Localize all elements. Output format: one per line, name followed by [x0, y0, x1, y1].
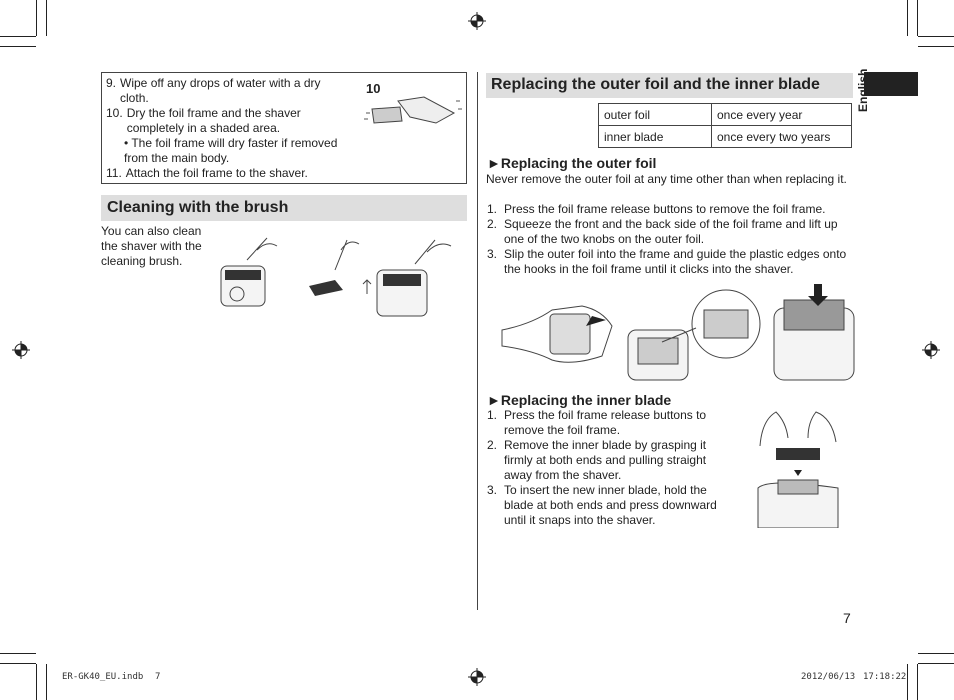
step-11: 11. Attach the foil frame to the shaver.	[106, 166, 308, 180]
drying-steps-box	[101, 72, 467, 184]
replacement-table	[598, 103, 852, 148]
list-item: 2. Remove the inner blade by grasping it firmly at both ends and pulling straight away from the shaver.	[487, 438, 707, 482]
list-item: 1. Press the foil frame release buttons to remove the foil frame.	[487, 202, 826, 216]
replace-heading: Replacing the outer foil and the inner blade	[486, 73, 853, 98]
inner-blade-steps	[487, 408, 725, 528]
list-item: 3. To insert the new inner blade, hold the blade at both ends and press downward until it snaps into the shaver.	[487, 483, 717, 527]
crop-mark	[0, 46, 36, 47]
figure-label: 10	[366, 81, 381, 96]
step-9: 9. Wipe off any drops of water with a dry cloth.	[106, 76, 321, 105]
language-tab-marker	[864, 72, 918, 96]
list-item: 2. Squeeze the front and the back side of the foil frame and lift up one of the two knobs on the outer foil.	[487, 217, 838, 246]
column-divider	[477, 72, 478, 610]
table-cell: inner blade	[599, 126, 712, 148]
footer-date: 2012/06/13	[801, 672, 856, 682]
crop-mark	[46, 0, 47, 36]
crop-mark	[0, 36, 36, 37]
crop-mark	[918, 663, 954, 664]
crop-mark	[0, 653, 36, 654]
outer-foil-intro: Never remove the outer foil at any time other than when replacing it.	[486, 172, 847, 186]
page-number: 7	[843, 610, 851, 626]
crop-mark	[46, 664, 47, 700]
crop-mark	[36, 0, 37, 36]
brush-text: You can also clean the shaver with the cleaning brush.	[101, 224, 202, 268]
crop-mark	[918, 46, 954, 47]
footer-time: 17:18:22	[863, 672, 907, 682]
registration-mark-icon	[12, 341, 30, 359]
footer-file: ER-GK40_EU.indb	[62, 672, 144, 682]
crop-mark	[917, 0, 918, 36]
footer-page: 7	[155, 672, 161, 682]
table-cell: once every two years	[712, 126, 852, 148]
list-item: 1. Press the foil frame release buttons to remove the foil frame.	[487, 408, 707, 437]
outer-foil-title: ►Replacing the outer foil	[487, 155, 657, 171]
outer-foil-illustration	[498, 284, 860, 384]
table-cell: outer foil	[599, 104, 712, 126]
crop-mark	[918, 653, 954, 654]
registration-mark-icon	[468, 12, 486, 30]
brush-heading: Cleaning with the brush	[101, 195, 467, 221]
step-10: 10. Dry the foil frame and the shaver completely in a shaded area.	[106, 106, 301, 135]
crop-mark	[907, 0, 908, 36]
table-row	[599, 126, 852, 148]
outer-foil-steps	[487, 202, 853, 277]
crop-mark	[917, 664, 918, 700]
table-cell: once every year	[712, 104, 852, 126]
brush-illustration	[217, 230, 467, 318]
registration-mark-icon	[922, 341, 940, 359]
inner-blade-illustration	[752, 406, 844, 528]
crop-mark	[918, 36, 954, 37]
list-item: 3. Slip the outer foil into the frame and guide the plastic edges onto the hooks in the foil frame until it clicks into the shaver.	[487, 247, 847, 276]
crop-mark	[907, 664, 908, 700]
step-10-bullet: • The foil frame will dry faster if removed from the main body.	[124, 136, 338, 165]
registration-mark-icon	[468, 668, 486, 686]
language-tab-label: English	[856, 68, 870, 112]
drying-illustration	[364, 91, 464, 131]
table-row	[599, 104, 852, 126]
inner-blade-title: ►Replacing the inner blade	[487, 392, 672, 408]
crop-mark	[36, 664, 37, 700]
crop-mark	[0, 663, 36, 664]
